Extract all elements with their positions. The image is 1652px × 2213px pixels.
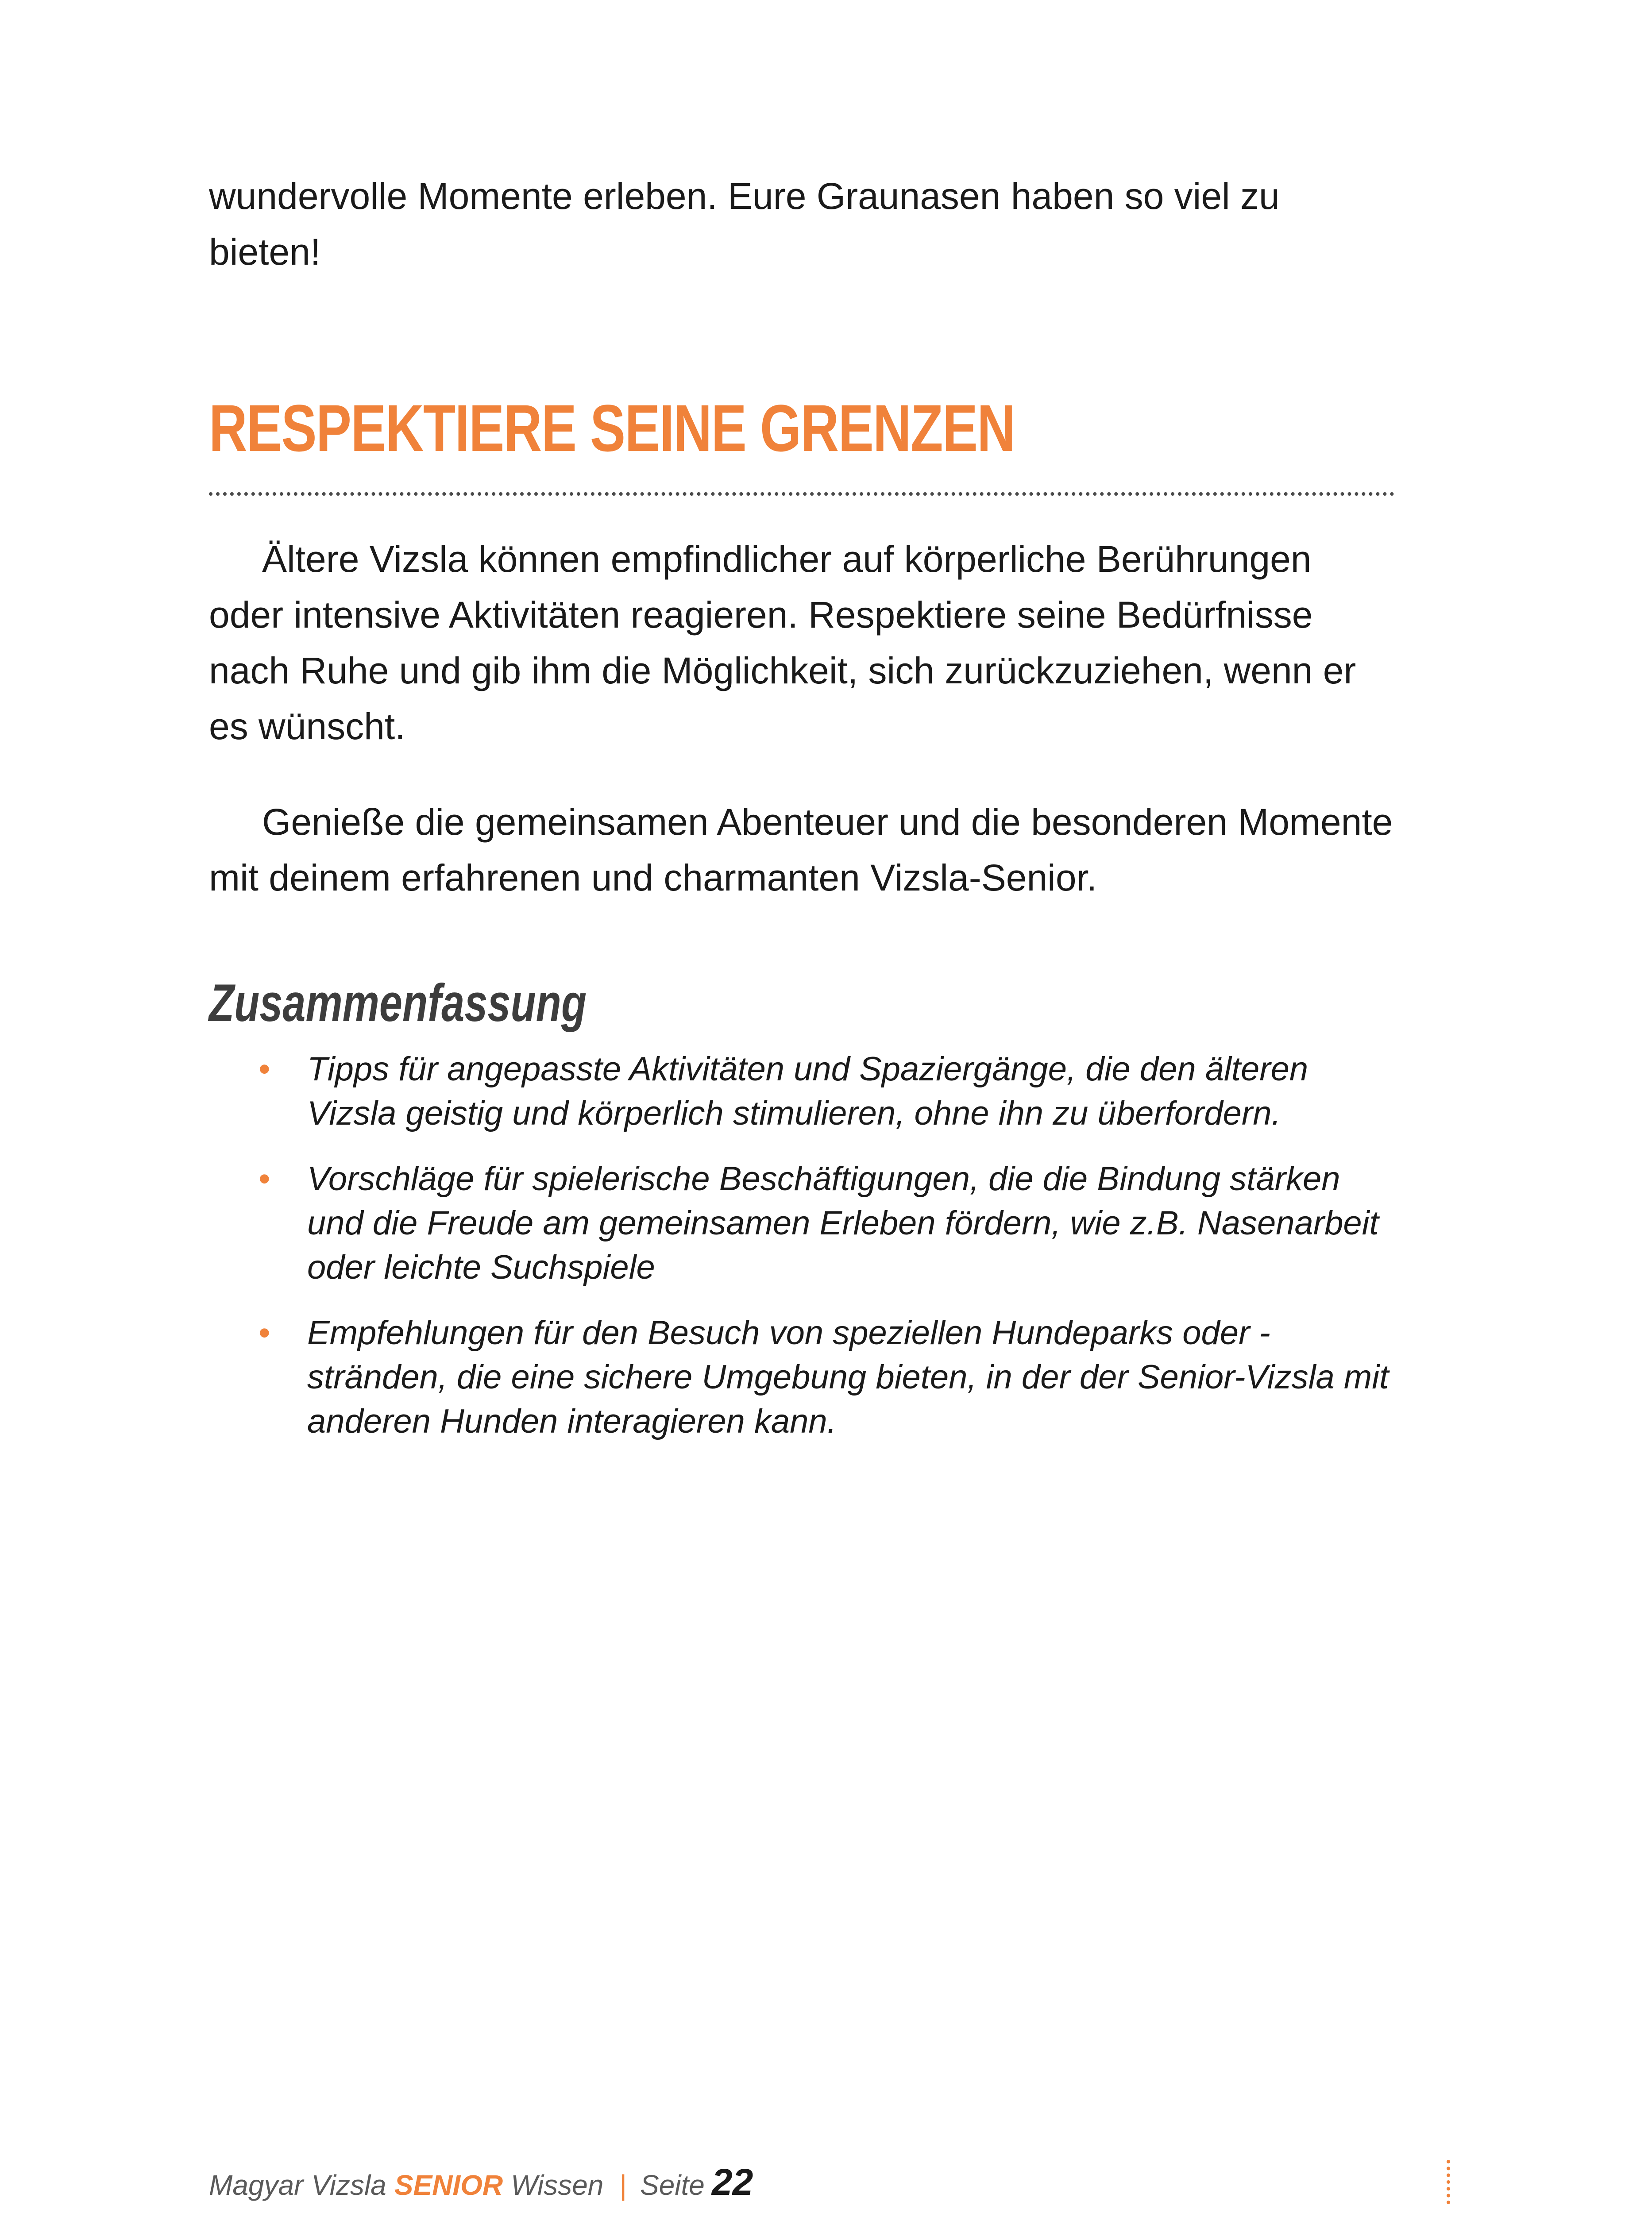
- intro-continuation-text: wundervolle Momente erleben. Eure Graunasen haben so viel zu bieten!: [209, 175, 1280, 273]
- page-number: 22: [711, 2161, 753, 2203]
- bullet-icon: •: [259, 1160, 270, 1198]
- summary-list-item: [209, 1047, 1405, 1136]
- page-content: [209, 168, 1395, 1465]
- summary-list-item: [209, 1157, 1405, 1290]
- section-heading: RESPEKTIERE SEINE GRENZEN: [209, 391, 1015, 465]
- summary-list: [209, 1047, 1395, 1444]
- footer-title-part1: Magyar Vizsla: [209, 2169, 386, 2201]
- footer-page-label: Seite: [640, 2169, 705, 2201]
- page-footer: [209, 2160, 753, 2207]
- footer-separator: |: [619, 2169, 627, 2201]
- bullet-icon: •: [259, 1050, 270, 1088]
- summary-item-text: Tipps für angepasste Aktivitäten und Spaziergänge, die den älteren Vizsla geistig und körperlich stimulieren, ohne ihn zu überfordern.: [307, 1050, 1308, 1132]
- footer-title-part2: Wissen: [511, 2169, 604, 2201]
- heading-divider: [209, 492, 1394, 496]
- page-edge-marker: [1447, 2160, 1450, 2204]
- section-paragraph: Genieße die gemeinsamen Abenteuer und die besonderen Momente mit deinem erfahrenen und charmanten Vizsla-Senior.: [209, 801, 1393, 898]
- section-paragraph: Ältere Vizsla können empfindlicher auf körperliche Berührungen oder intensive Aktivitäten reagieren. Respektiere seine Bedürfnisse nach Ruhe und gib ihm die Möglichkeit, sich zurückzuziehen, wenn er es wünscht.: [209, 538, 1356, 747]
- summary-list-item: [209, 1311, 1405, 1444]
- footer-title-accent: SENIOR: [394, 2169, 503, 2201]
- summary-item-text: Empfehlungen für den Besuch von speziellen Hundeparks oder -stränden, die eine sichere Umgebung bieten, in der der Senior-Vizsla mit anderen Hunden interagieren kann.: [307, 1314, 1389, 1440]
- bullet-icon: •: [259, 1314, 270, 1352]
- summary-heading: Zusammenfassung: [209, 973, 587, 1033]
- summary-item-text: Vorschläge für spielerische Beschäftigungen, die die Bindung stärken und die Freude am gemeinsamen Erleben fördern, wie z.B. Nasenarbeit oder leichte Suchspiele: [307, 1160, 1379, 1286]
